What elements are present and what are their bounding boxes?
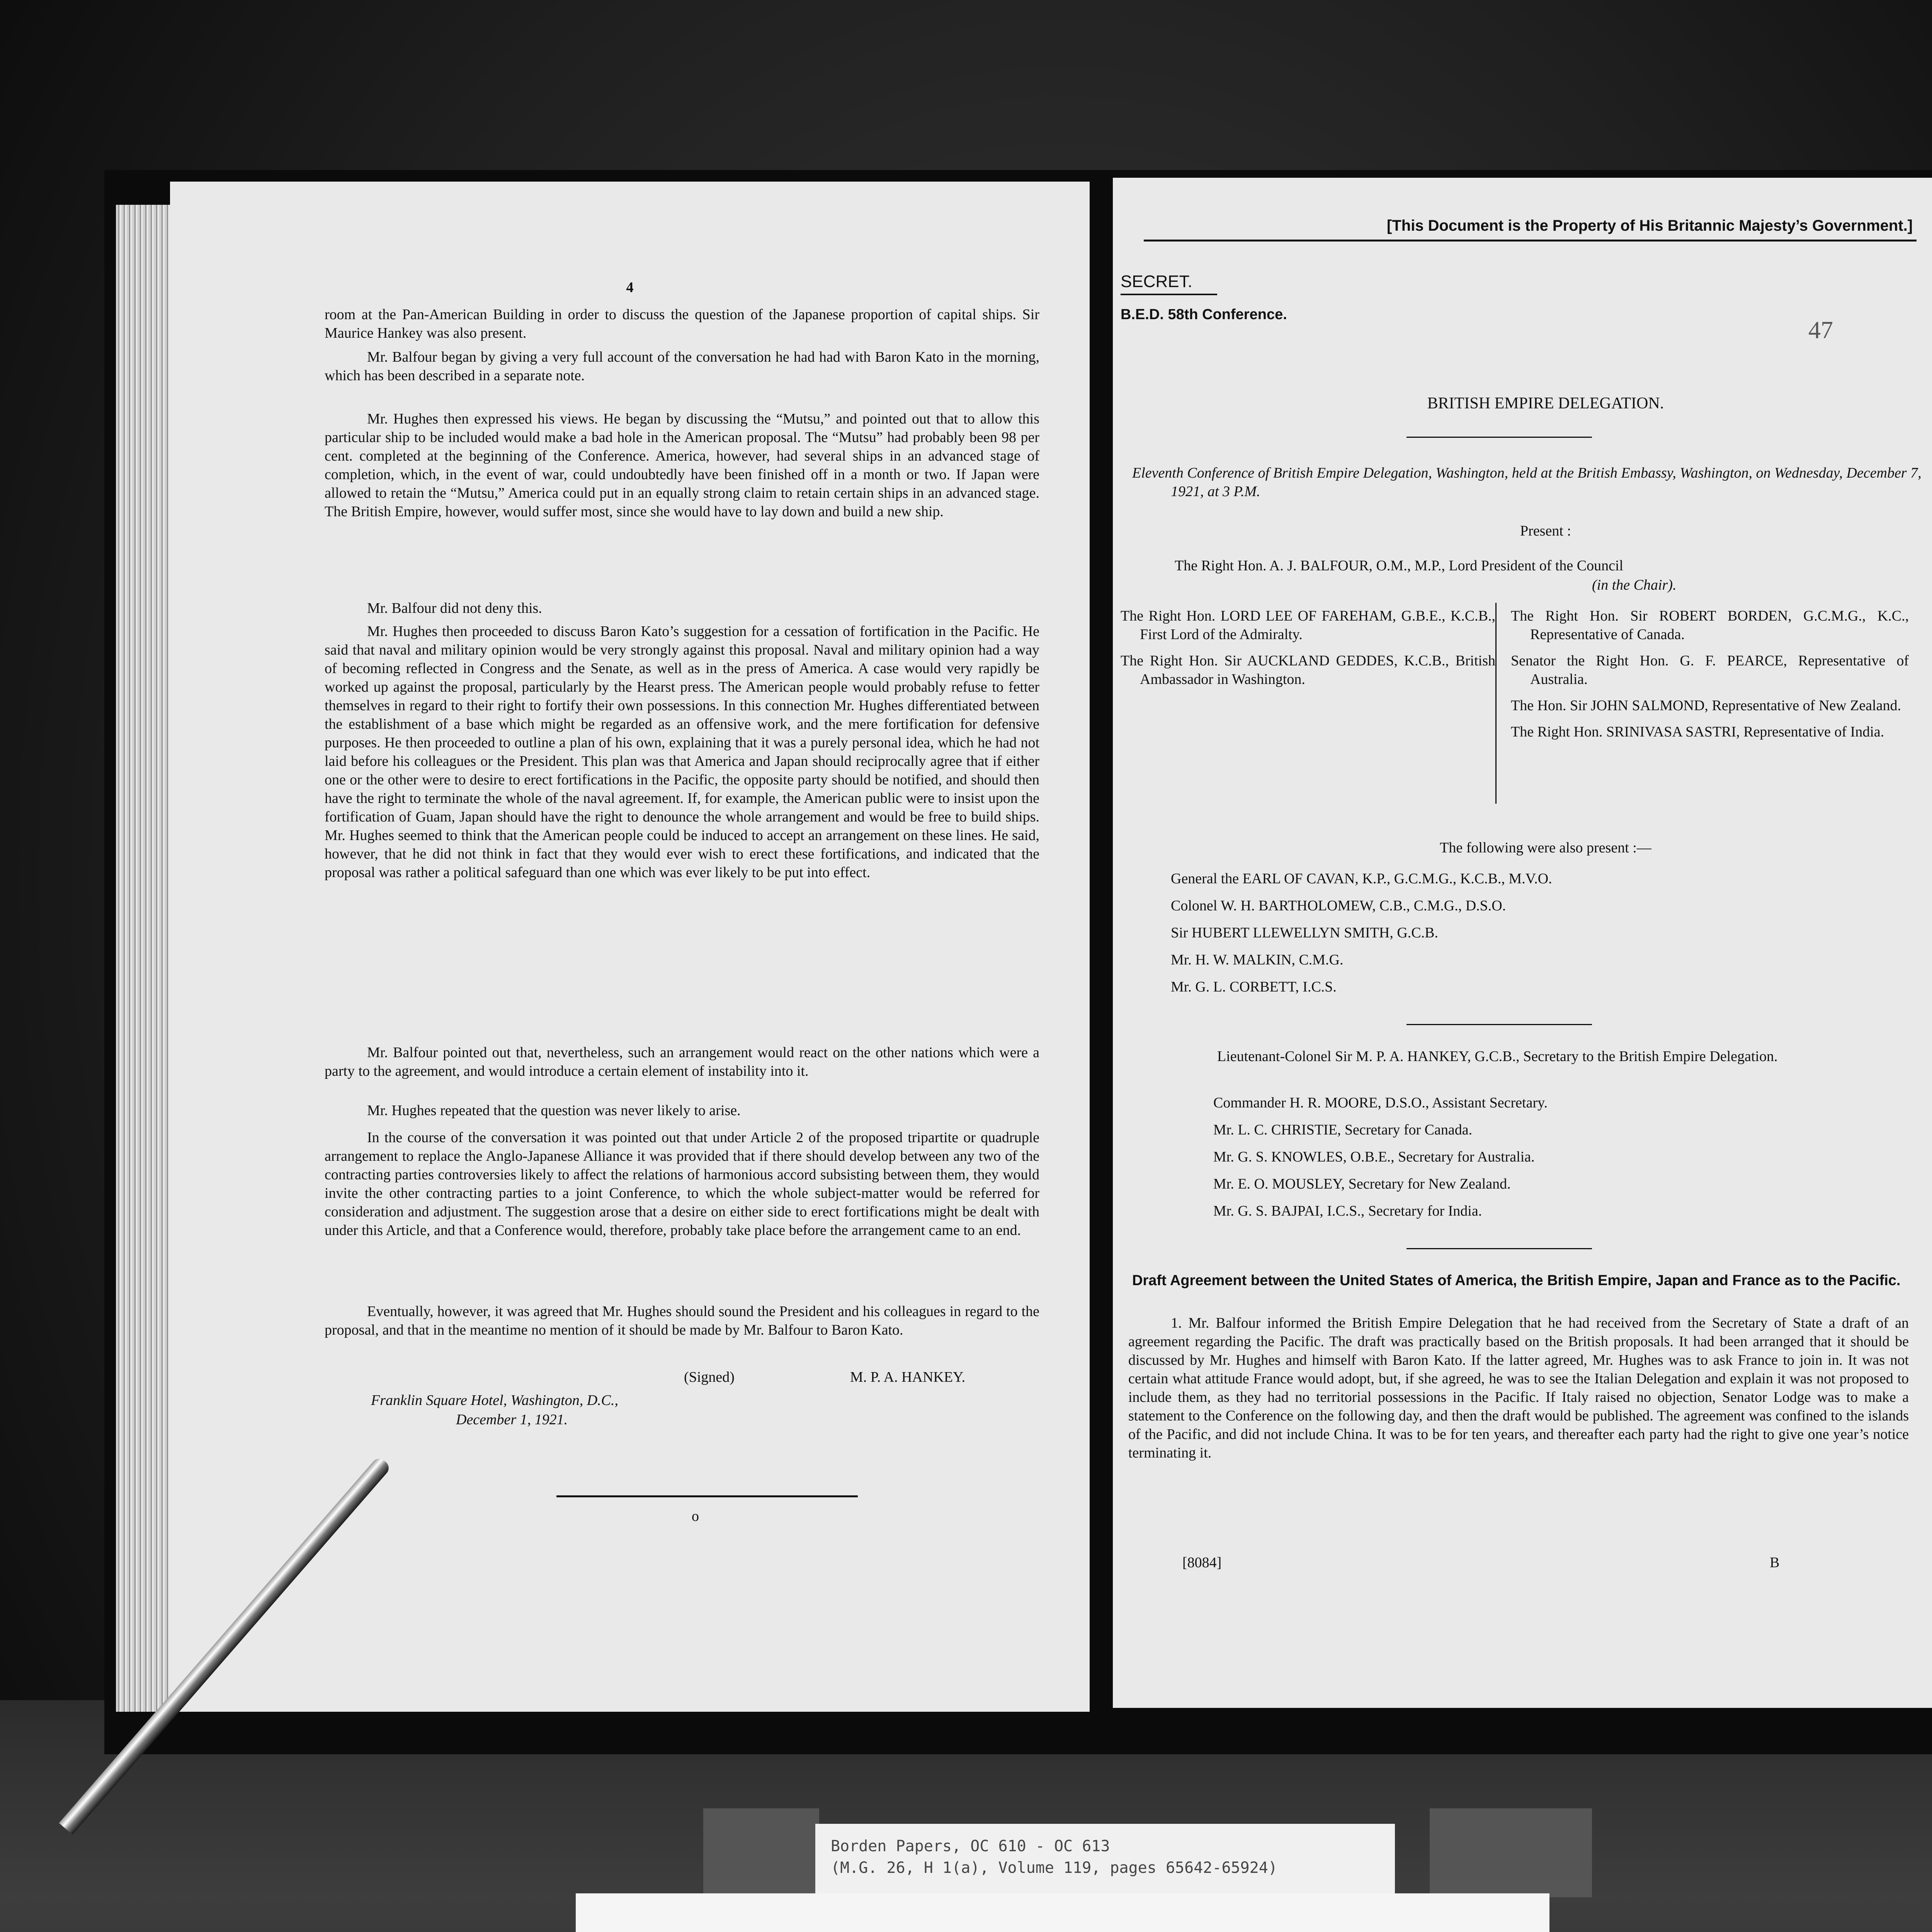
also-present-label: The following were also present :— [1440, 840, 1651, 856]
left-page [170, 182, 1090, 1712]
paragraph: room at the Pan-American Building in order to discuss the question of the Japanese proportion of capital ships. Sir Maurice Hankey was also present. [325, 306, 1039, 341]
signature-place: Franklin Square Hotel, Washington, D.C., [371, 1392, 619, 1408]
secretary-entry: Mr. G. S. BAJPAI, I.C.S., Secretary for India. [1213, 1203, 1482, 1219]
paragraph: Mr. Balfour did not deny this. [367, 600, 542, 616]
present-label: Present : [1520, 523, 1571, 539]
paragraph: Mr. Hughes repeated that the question was never likely to arise. [367, 1102, 741, 1119]
member-entry: The Right Hon. Sir ROBERT BORDEN, G.C.M.G., K.C., Representative of Canada. [1511, 608, 1909, 643]
notice-rule [1144, 240, 1917, 242]
property-notice: [This Document is the Property of His Britannic Majesty’s Government.] [1387, 217, 1913, 234]
member-entry: The Right Hon. Sir AUCKLAND GEDDES, K.C.B., British Ambassador in Washington. [1121, 653, 1495, 687]
section-paragraph: 1. Mr. Balfour informed the British Empire Delegation that he had received from the Secretary of State a draft of an agreement regarding the Pacific. The draft was practically based on the British proposals. It had been arranged that it should be discussed by Mr. Hughes and himself with Baron Kato. If the latter agreed, Mr. Hughes was to ask France to join in. It was not certain what attitude France would adopt, but, if she agreed, he was to see the Italian Delegation and explain it was not proposed to include them, as they had no territorial possessions in the Pacific. If Italy raised no objection, Senator Lodge was to make a statement to the Conference on the following day, and then the draft would be published. The agreement was confined to the islands of the Pacific, and did not include China. It was to be for ten years, and thereafter each party had the right to give one year’s notice terminating it. [1128, 1315, 1909, 1461]
archive-reference-slip [815, 1824, 1395, 1901]
classification-rule [1121, 294, 1217, 295]
conference-reference: B.E.D. 58th Conference. [1121, 306, 1287, 323]
signed-label: (Signed) [684, 1369, 735, 1385]
chair-entry: The Right Hon. A. J. BALFOUR, O.M., M.P., Lord President of the Council [1175, 558, 1624, 574]
tape-strip [703, 1808, 819, 1897]
members-right-column [1507, 607, 1909, 741]
attendee-entry: General the EARL OF CAVAN, K.P., G.C.M.G., K.C.B., M.V.O. [1171, 871, 1552, 887]
secretary-entry: Mr. L. C. CHRISTIE, Secretary for Canada. [1213, 1122, 1473, 1138]
member-entry: Senator the Right Hon. G. F. PEARCE, Representative of Australia. [1511, 653, 1909, 687]
chair-note: (in the Chair). [1592, 577, 1677, 593]
paragraph: In the course of the conversation it was pointed out that under Article 2 of the proposed tripartite or quadruple arrangement to replace the Anglo-Japanese Alliance it was provided that if there should develop between any two of the contracting parties controversies likely to affect the relations of harmonious accord subsisting between them, they would invite the other contracting parties to a joint Conference, to which the whole subject-matter would be referred for consideration and adjustment. The suggestion arose that a desire on either side to erect fortifications might be dealt with under this Article, and that a Conference would, therefore, probably take place before the arrangement came to an end. [325, 1129, 1039, 1238]
section-heading: Draft Agreement between the United States of America, the British Empire, Japan and France as to the Pacific. [1132, 1272, 1901, 1289]
column-divider [1495, 603, 1497, 804]
member-entry: The Hon. Sir JOHN SALMOND, Representative of New Zealand. [1511, 697, 1901, 714]
right-page [1113, 178, 1932, 1708]
signature-mark: B [1770, 1554, 1780, 1571]
paragraph: Mr. Hughes then proceeded to discuss Baron Kato’s suggestion for a cessation of fortification in the Pacific. He said that naval and military opinion would be very strongly against this proposal. Naval and military opinion had a way of becoming reflected in Congress and the Senate, as well as in the press of America. A case would very rapidly be worked up against the proposal, particularly by the Hearst press. The American people would probably refuse to fetter themselves in regard to their right to fortify their own possessions. In this connection Mr. Hughes differentiated between the establishment of a base which might be regarded as an offensive work, and the mere fortification for defensive purposes. He then proceeded to outline a plan of his own, explaining that it was a purely personal idea, which he had not laid before his colleagues or the President. This plan was that America and Japan should reciprocally agree that if either one or the other were to desire to erect fortifications in the Pacific, the opposite party should be notified, and should then have the right to terminate the whole of the naval agreement. If, for example, the American public were to insist upon the fortification of Guam, Japan should have the right to denounce the whole arrangement and would be free to build ships. Mr. Hughes seemed to think that the American people could be induced to accept an arrangement on these lines. He said, however, that he did not think in fact that they would ever wish to erect these fortifications, and indicated that the proposal was rather a political safeguard than one which was ever likely to be put into effect. [325, 623, 1039, 881]
secretaries-rule [1406, 1248, 1592, 1249]
archive-card [576, 1893, 1549, 1932]
title-rule [1406, 437, 1592, 438]
member-entry: The Right Hon. LORD LEE OF FAREHAM, G.B.E., K.C.B., First Lord of the Admiralty. [1121, 608, 1495, 643]
classification: SECRET. [1121, 272, 1192, 291]
paragraph: Mr. Balfour pointed out that, nevertheless, such an arrangement would react on the other nations which were a party to the agreement, and would introduce a certain element of instability into it. [325, 1044, 1039, 1079]
print-code: [8084] [1182, 1554, 1222, 1571]
paragraph: Mr. Hughes then expressed his views. He began by discussing the “Mutsu,” and pointed out that to allow this particular ship to be included would make a bad hole in the American proposal. The “Mutsu” had probably been 98 per cent. completed at the beginning of the Conference. America, however, had several ships in an advanced stage of completion, which, in the event of war, could undoubtedly have been finished off in a month or two. If Japan were allowed to retain the “Mutsu,” America could put in an equally strong claim to retain certain ships in an advanced stage. The British Empire, however, would suffer most, since she would have to lay down and build a new ship. [325, 411, 1039, 520]
paragraph: Mr. Balfour began by giving a very full account of the conversation he had had with Baron Kato in the morning, which has been described in a separate note. [325, 349, 1039, 384]
attendee-entry: Mr. H. W. MALKIN, C.M.G. [1171, 952, 1344, 968]
secretary-entry: Mr. G. S. KNOWLES, O.B.E., Secretary for Australia. [1213, 1149, 1535, 1165]
attendee-entry: Sir HUBERT LLEWELLYN SMITH, G.C.B. [1171, 925, 1438, 941]
paragraph: Eventually, however, it was agreed that Mr. Hughes should sound the President and his colleagues in regard to the proposal, and that in the meantime no mention of it should be made by Mr. Balfour to Baron Kato. [325, 1303, 1039, 1338]
secretary-entry: Commander H. R. MOORE, D.S.O., Assistant Secretary. [1213, 1095, 1548, 1111]
members-left-column [1117, 607, 1495, 689]
page-number: 4 [626, 279, 634, 296]
attendee-entry: Mr. G. L. CORBETT, I.C.S. [1171, 979, 1337, 995]
end-mark: o [692, 1508, 699, 1524]
secretary-entry: Lieutenant-Colonel Sir M. P. A. HANKEY, G.C.B., Secretary to the British Empire Delegation. [1217, 1048, 1778, 1065]
slip-line: Borden Papers, OC 610 - OC 613 [831, 1837, 1110, 1855]
signature-date: December 1, 1921. [456, 1412, 568, 1428]
folio-number: 47 [1808, 316, 1833, 344]
tape-strip [1430, 1808, 1592, 1897]
signature: M. P. A. HANKEY. [850, 1369, 966, 1385]
member-entry: The Right Hon. SRINIVASA SASTRI, Representative of India. [1511, 724, 1884, 740]
end-rule [556, 1495, 858, 1497]
secretary-entry: Mr. E. O. MOUSLEY, Secretary for New Zealand. [1213, 1176, 1511, 1192]
attendees-rule [1406, 1024, 1592, 1025]
delegation-title: BRITISH EMPIRE DELEGATION. [1427, 395, 1664, 412]
slip-line: (M.G. 26, H 1(a), Volume 119, pages 65642-65924) [831, 1859, 1277, 1877]
attendee-entry: Colonel W. H. BARTHOLOMEW, C.B., C.M.G., D.S.O. [1171, 898, 1506, 914]
meeting-subtitle: Eleventh Conference of British Empire Delegation, Washington, held at the British Embassy, Washington, on Wednesday, December 7, 1921, at 3 P.M. [1132, 465, 1922, 500]
